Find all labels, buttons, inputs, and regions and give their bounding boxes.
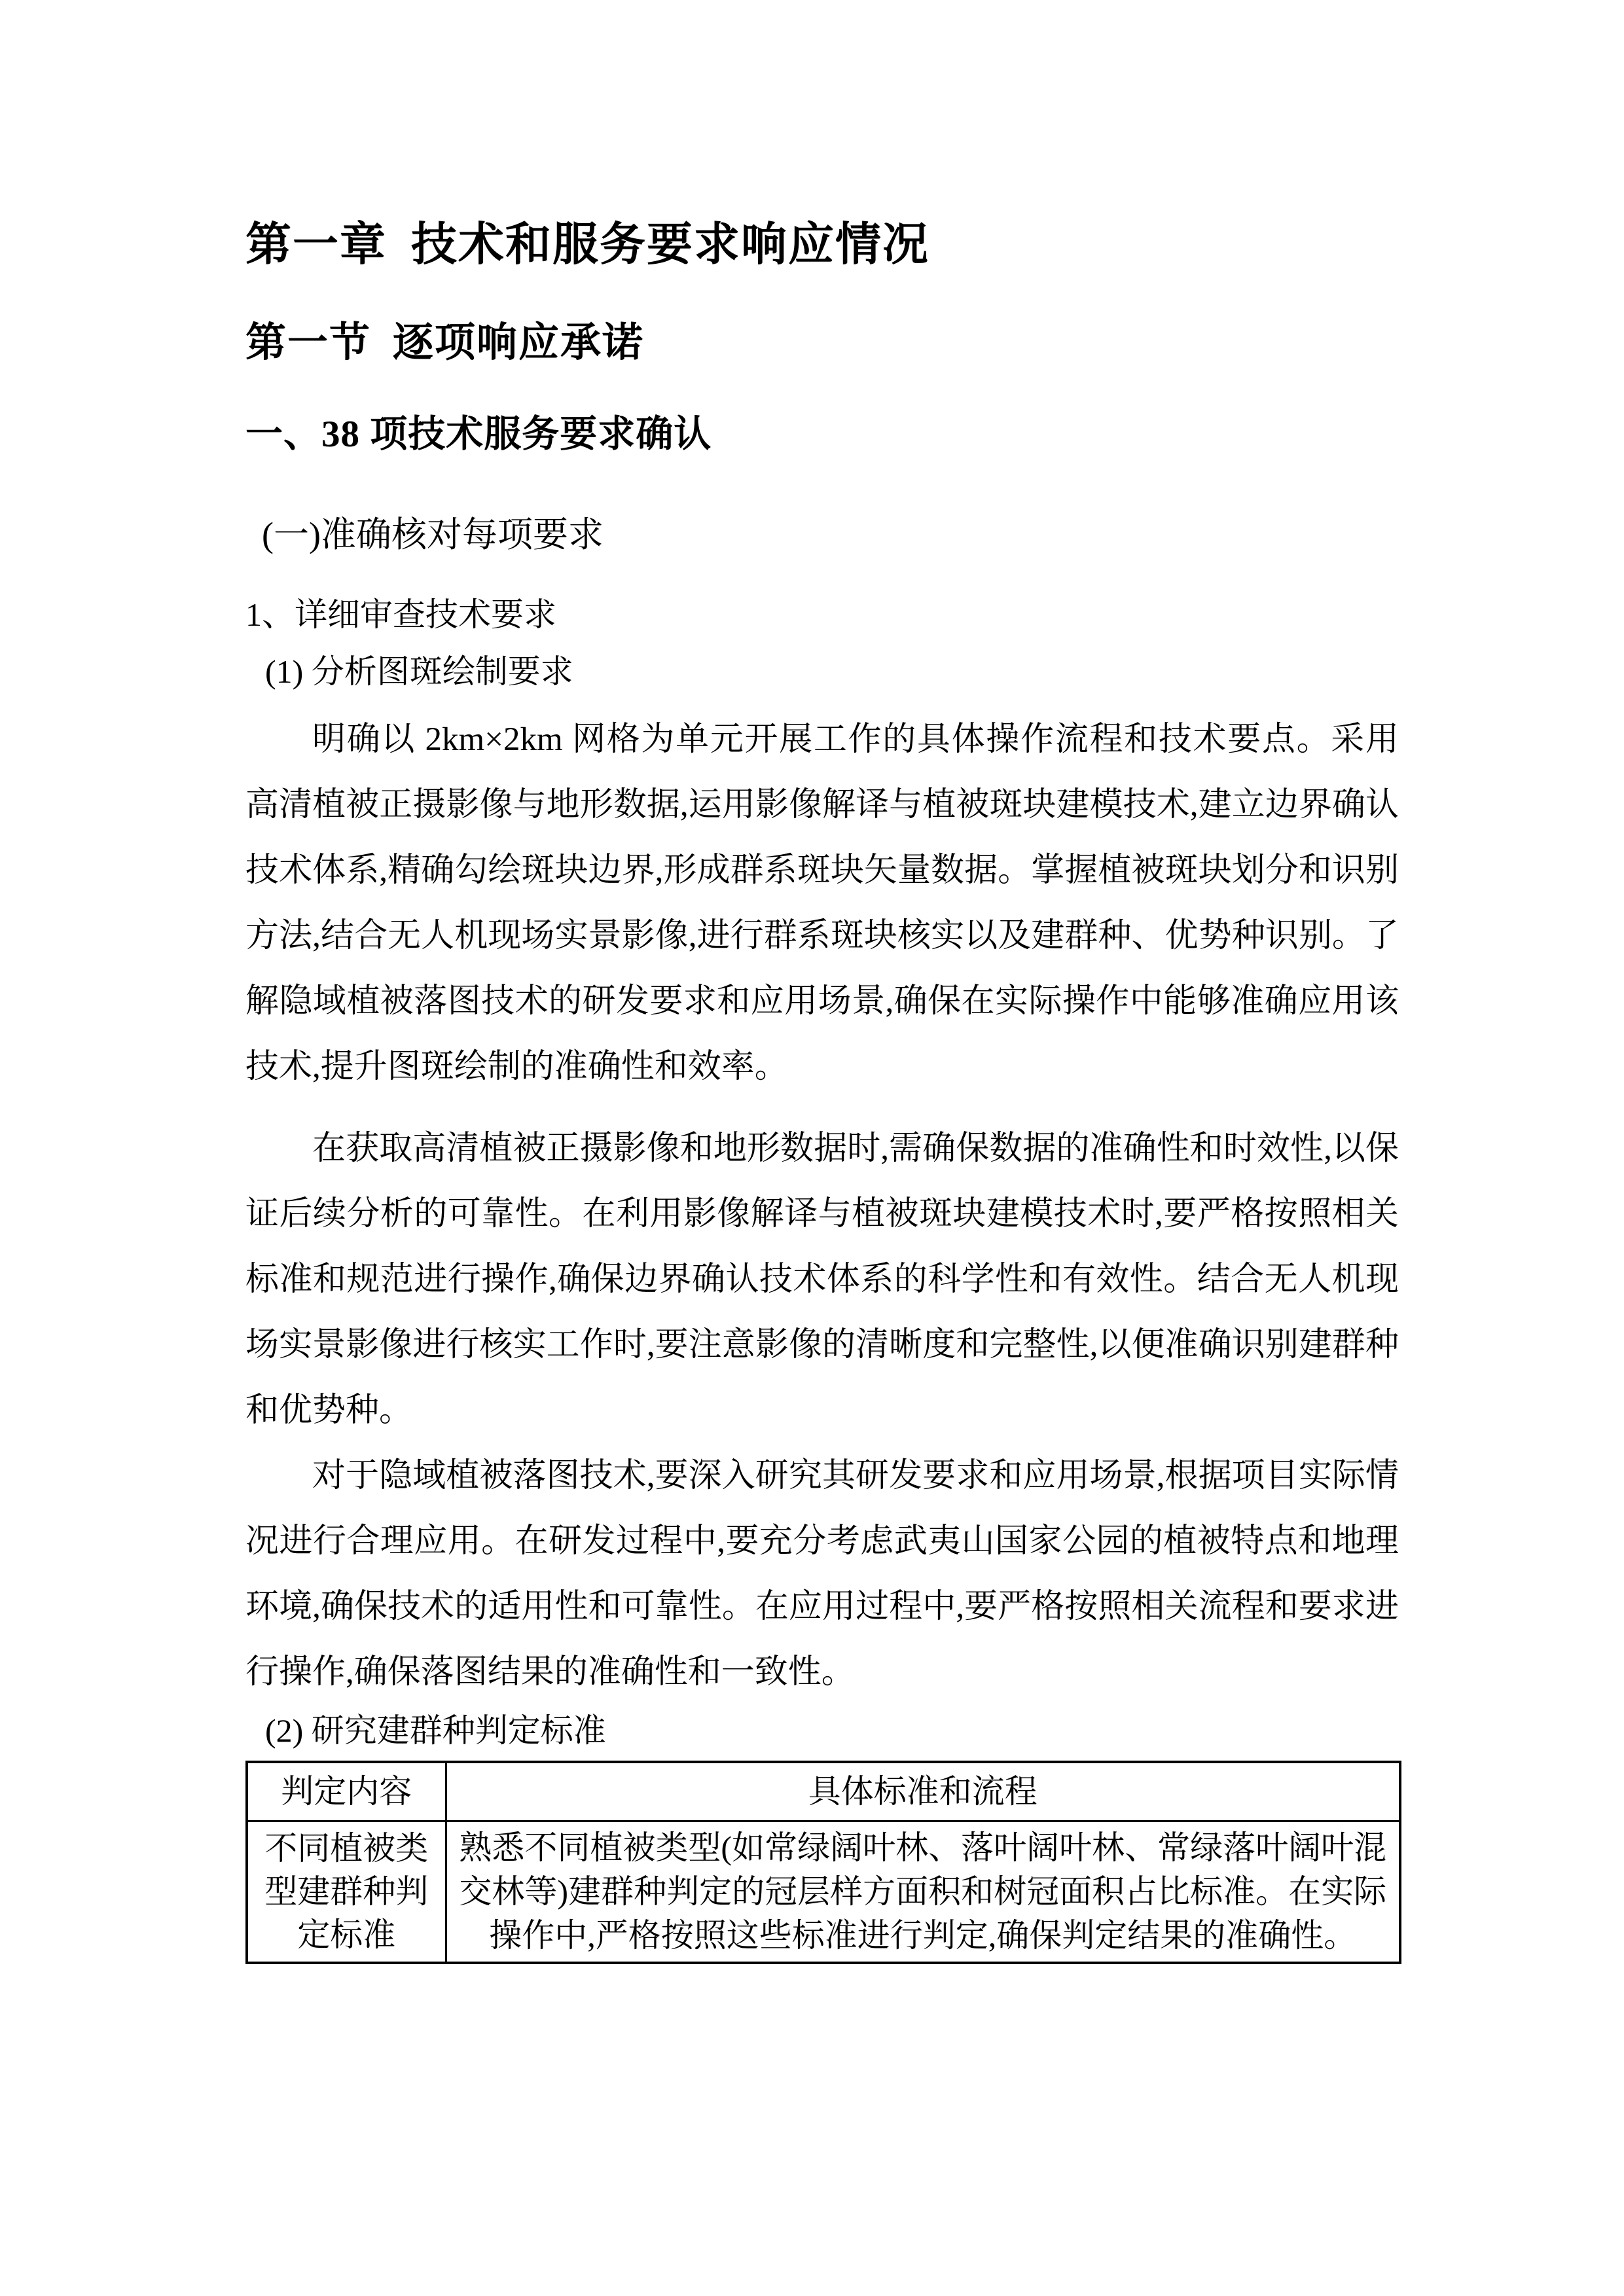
document-content — [245, 0, 1399, 1964]
paragraph-1: 明确以 2km×2km 网格为单元开展工作的具体操作流程和技术要点。采用高清植被正摄影像与地形数据,运用影像解译与植被斑块建模技术,建立边界确认技术体系,精确勾绘斑块边界,形成群系斑块矢量数据。掌握植被斑块划分和识别方法,结合无人机现场实景影像,进行群系斑块核实以及建群种、优势种识别。了解隐域植被落图技术的研发要求和应用场景,确保在实际操作中能够准确应用该技术,提升图斑绘制的准确性和效率。 — [245, 721, 1399, 1085]
table-cell-judgment-content: 不同植被类型建群种判定标准 — [247, 1821, 446, 1963]
table-cell-standards-process: 熟悉不同植被类型(如常绿阔叶林、落叶阔叶林、常绿落叶阔叶混交林等)建群种判定的冠层样方面积和树冠面积占比标准。在实际操作中,严格按照这些标准进行判定,确保判定结果的准确性。 — [446, 1821, 1400, 1963]
subsection-title: 一、38 项技术服务要求确认 — [245, 414, 712, 455]
criteria-table — [245, 1761, 1401, 1964]
paragraph-2: 在获取高清植被正摄影像和地形数据时,需确保数据的准确性和时效性,以保证后续分析的可靠性。在利用影像解译与植被斑块建模技术时,要严格按照相关标准和规范进行操作,确保边界确认技术体系的科学性和有效性。结合无人机现场实景影像进行核实工作时,要注意影像的清晰度和完整性,以便准确识别建群种和优势种。 — [245, 1130, 1399, 1429]
paragraph-3: 对于隐域植被落图技术,要深入研究其研发要求和应用场景,根据项目实际情况进行合理应用。在研发过程中,要充分考虑武夷山国家公园的植被特点和地理环境,确保技术的适用性和可靠性。在应用过程中,要严格按照相关流程和要求进行操作,确保落图结果的准确性和一致性。 — [245, 1458, 1399, 1691]
section-title: 第一节 逐项响应承诺 — [245, 321, 645, 365]
list-item-1-2: (2) 研究建群种判定标准 — [265, 1712, 606, 1749]
table-header-standards-process: 具体标准和流程 — [446, 1762, 1400, 1821]
heading-level-4: (一)准确核对每项要求 — [262, 515, 604, 554]
table-header-judgment-content: 判定内容 — [247, 1762, 446, 1821]
table-row — [247, 1821, 1400, 1963]
chapter-title: 第一章 技术和服务要求响应情况 — [245, 220, 929, 270]
list-item-1: 1、详细审查技术要求 — [245, 596, 556, 633]
table-header-row — [247, 1762, 1400, 1821]
list-item-1-1: (1) 分析图斑绘制要求 — [265, 653, 573, 690]
